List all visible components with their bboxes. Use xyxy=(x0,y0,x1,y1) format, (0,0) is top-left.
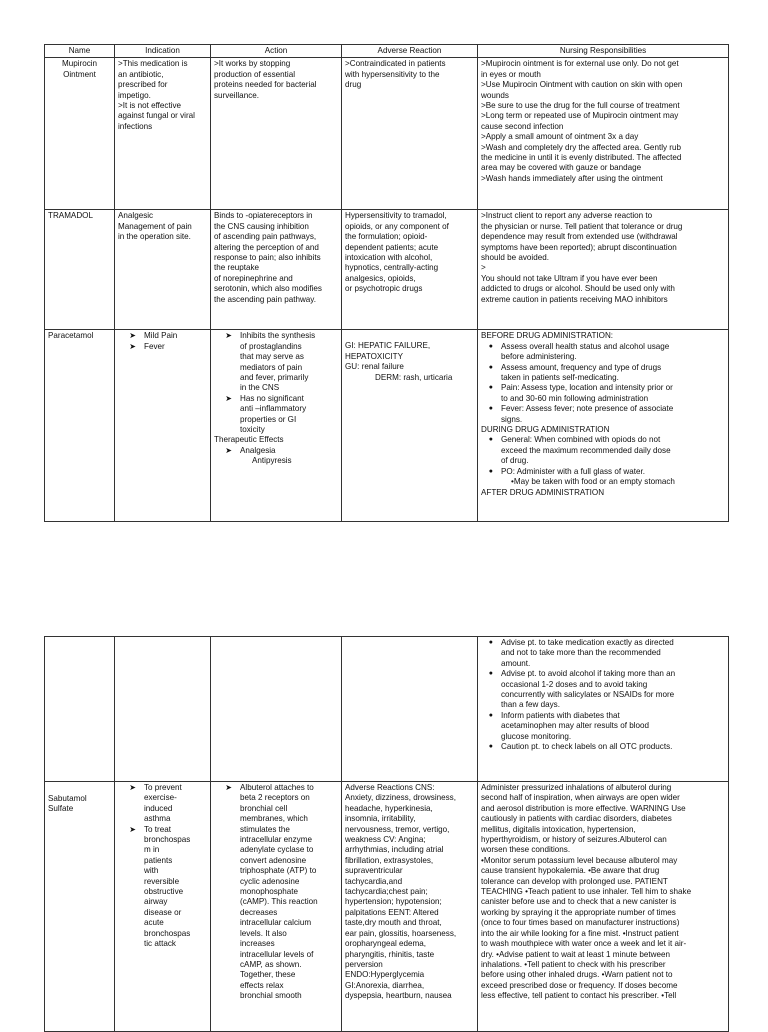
text-line: >It works by stopping xyxy=(214,59,291,69)
text-line: Hypersensitivity to tramadol, xyxy=(345,211,447,221)
text-line: •Monitor serum potassium level because albuterol may xyxy=(481,855,678,865)
text-line: obstructive xyxy=(144,887,184,897)
row-salbutamol xyxy=(45,782,729,1032)
text-line: occasional 1-2 doses and to avoid taking xyxy=(501,679,648,689)
dot-bullet-icon: ● xyxy=(488,639,493,646)
tramadol-nursing xyxy=(478,210,729,330)
text-line: mellitus, digitalis intoxication, hypertension, xyxy=(481,824,636,834)
text-line: nervousness, tremor, vertigo, xyxy=(345,824,450,834)
text-line: Caution pt. to check labels on all OTC products. xyxy=(501,742,673,752)
text-line: Pain: Assess type, location and intensity prior or xyxy=(501,383,673,393)
text-line: PO: Administer with a full glass of water. xyxy=(501,466,645,476)
text-line: to and 30-60 min following administration xyxy=(501,393,649,403)
text-line: •May be taken with food or an empty stomach xyxy=(511,477,675,487)
list-item xyxy=(118,825,207,950)
mupirocin-indication xyxy=(115,58,211,210)
header-adverse-reaction: Adverse Reaction xyxy=(342,45,478,58)
text-line: of drug. xyxy=(501,456,529,466)
salbutamol-name xyxy=(45,782,115,1032)
text-line: tachycardia,and xyxy=(345,876,403,886)
paracetamol-indication xyxy=(115,330,211,522)
text-line: less effective, tell patient to contact his prescriber. •Tell xyxy=(481,991,677,1001)
text-line: Advise pt. to take medication exactly as directed xyxy=(501,638,674,647)
text-line: intracellular enzyme xyxy=(240,835,312,845)
text-line: beta 2 receptors on xyxy=(240,793,310,803)
text-line: stimulates the xyxy=(240,824,290,834)
list-item xyxy=(481,383,725,404)
arrow-bullet-icon: ➤ xyxy=(225,783,232,792)
text-line: canister before use and to check that a new canister is xyxy=(481,897,677,907)
bullet-text xyxy=(501,711,725,742)
paracetamol-nursing-continued xyxy=(478,637,729,782)
text-line: acute xyxy=(144,918,164,928)
text-line: symptoms have been reported); abrupt discontinuation xyxy=(481,242,677,252)
text-line: signs. xyxy=(501,414,523,424)
text-line: TEACHING •Teach patient to use inhaler. Tell him to shake xyxy=(481,887,692,897)
section-heading: DURING DRUG ADMINISTRATION xyxy=(481,425,610,435)
text-line: Binds to -opiatereceptors in xyxy=(214,211,313,221)
text-line: taste,dry mouth and throat, xyxy=(345,918,442,928)
text-line: in the CNS xyxy=(240,383,280,393)
text-line: with xyxy=(144,866,159,876)
text-line: >Wash and completely dry the affected area. Gently rub xyxy=(481,142,681,152)
dot-bullet-icon: ● xyxy=(488,670,493,678)
text-line: opioids, or any component of xyxy=(345,221,449,231)
text-line: hyperthyroidism, or history of seizures.Albuterol can xyxy=(481,835,667,845)
salbutamol-name-line: Sabutamol xyxy=(48,794,87,803)
text-line: Analgesic xyxy=(118,211,154,221)
text-line: ENDO:Hyperglycemia xyxy=(345,970,425,980)
text-line: concurrently with salicylates or NSAIDs for more xyxy=(501,690,675,700)
list-item xyxy=(481,435,725,466)
text-line: in the operation site. xyxy=(118,232,191,242)
text-line: GU: renal failure xyxy=(345,362,404,372)
text-line: Administer pressurized inhalations of albuterol during xyxy=(481,783,672,792)
text-line: Has no significant xyxy=(240,393,304,403)
bullet-text xyxy=(501,363,725,384)
empty-cell xyxy=(342,637,478,782)
text-line: airway xyxy=(144,897,168,907)
mupirocin-adverse xyxy=(342,58,478,210)
text-line: >Mupirocin ointment is for external use only. Do not get xyxy=(481,59,679,69)
list-item xyxy=(481,711,725,742)
bullet-text xyxy=(240,394,338,436)
text-line: DERM: rash, urticaria xyxy=(375,372,453,382)
list-item xyxy=(118,331,207,341)
text-line: perversion xyxy=(345,959,383,969)
mupirocin-name-line: Ointment xyxy=(63,69,96,79)
header-name: Name xyxy=(45,45,115,58)
arrow-bullet-icon: ➤ xyxy=(129,341,136,351)
text-line: second half of inspiration, when airways are open wider xyxy=(481,793,680,803)
tramadol-indication xyxy=(115,210,211,330)
text-line: wounds xyxy=(481,90,509,100)
text-line: the ascending pain pathway. xyxy=(214,294,316,304)
text-line: in eyes or mouth xyxy=(481,69,541,79)
text-line: Albuterol attaches to xyxy=(240,783,314,792)
text-line: >This medication is xyxy=(118,59,188,69)
text-line: >Wash hands immediately after using the ointment xyxy=(481,173,663,183)
text-line: (once to four times based on manufacturer instructions) xyxy=(481,918,680,928)
list-item xyxy=(214,783,338,1002)
bullet-text xyxy=(501,404,725,425)
text-line: To treat xyxy=(144,824,171,834)
text-line: cyclic adenosine xyxy=(240,876,300,886)
text-line: Advise pt. to avoid alcohol if taking more than an xyxy=(501,669,676,679)
bullet-text xyxy=(501,383,725,404)
tramadol-adverse xyxy=(342,210,478,330)
text-line: Fever: Assess fever; note presence of associate xyxy=(501,404,674,414)
text-line: arrhythmias, including atrial xyxy=(345,845,444,855)
header-nursing-responsibilities: Nursing Responsibilities xyxy=(478,45,729,58)
text-line: To prevent xyxy=(144,783,182,792)
text-line: the physician or nurse. Tell patient that tolerance or drug xyxy=(481,221,683,231)
list-item xyxy=(481,669,725,711)
text-line: >Be sure to use the drug for the full course of treatment xyxy=(481,101,680,111)
salbutamol-name-line: Sulfate xyxy=(48,804,74,814)
text-line: oropharyngeal edema, xyxy=(345,939,426,949)
text-line: Adverse Reactions CNS: xyxy=(345,783,435,792)
text-line: toxicity xyxy=(240,425,265,435)
text-line: before using other inhaled drugs. •Warn patient not to xyxy=(481,970,673,980)
salbutamol-indication xyxy=(115,782,211,1032)
text-line: cautiously in patients with cardiac disorders, diabetes xyxy=(481,814,672,824)
text-line: increases xyxy=(240,939,275,949)
header-action: Action xyxy=(211,45,342,58)
text-line: reversible xyxy=(144,876,180,886)
text-line: Inhibits the synthesis xyxy=(240,331,316,341)
drug-table-page-1 xyxy=(44,44,729,522)
text-line: or psychotropic drugs xyxy=(345,284,423,294)
text-line: Inform patients with diabetes that xyxy=(501,710,620,720)
text-line: inhalations. •Tell patient to check with his prescriber xyxy=(481,959,666,969)
empty-cell xyxy=(45,637,115,782)
dot-bullet-icon: ● xyxy=(488,384,493,392)
text-line: >Apply a small amount of ointment 3x a day xyxy=(481,132,639,142)
text-line: monophosphate xyxy=(240,887,299,897)
text-line: GI:Anorexia, diarrhea, xyxy=(345,980,425,990)
text-line: serotonin, which also modifies xyxy=(214,284,322,294)
text-line: into the air while looking for a fine mist. •Instruct patient xyxy=(481,928,679,938)
bullet-text xyxy=(144,783,207,825)
text-line: bronchial smooth xyxy=(240,991,302,1001)
dot-bullet-icon: ● xyxy=(488,711,493,719)
row-paracetamol-continued xyxy=(45,637,729,782)
text-line: >It is not effective xyxy=(118,101,182,111)
text-line: Assess overall health status and alcohol usage xyxy=(501,341,670,351)
tramadol-name: TRAMADOL xyxy=(45,210,115,330)
text-line: You should not take Ultram if you have ever been xyxy=(481,273,658,283)
text-line: area may be covered with gauze or bandage xyxy=(481,163,642,173)
text-line: >Contraindicated in patients xyxy=(345,59,446,69)
text-line: Together, these xyxy=(240,970,296,980)
text-line: Mild Pain xyxy=(144,331,178,341)
text-line: GI: HEPATIC FAILURE, xyxy=(345,341,431,351)
text-line: cause transient hypokalemia. •Be aware that drug xyxy=(481,866,660,876)
salbutamol-adverse xyxy=(342,782,478,1032)
text-line: fibrillation, extrasystoles, xyxy=(345,855,434,865)
text-line: the reuptake xyxy=(214,263,259,273)
text-line: bronchospas xyxy=(144,928,191,938)
text-line: Fever xyxy=(144,341,165,351)
text-line: drug xyxy=(345,80,362,90)
text-line: dry. •Advise patient to wait at least 1 minute between xyxy=(481,949,670,959)
text-line: taken in patients self-medicating. xyxy=(501,373,619,383)
text-line: glucose monitoring. xyxy=(501,731,572,741)
list-item xyxy=(481,404,725,425)
text-line: Management of pain xyxy=(118,221,192,231)
salbutamol-action xyxy=(211,782,342,1032)
text-line: ear pain, glossitis, hoarseness, xyxy=(345,928,457,938)
text-line: adenylate cyclase to xyxy=(240,845,314,855)
row-mupirocin xyxy=(45,58,729,210)
text-line: (cAMP). This reaction xyxy=(240,897,318,907)
text-line: intoxication with alcohol, xyxy=(345,253,433,263)
text-line: before administering. xyxy=(501,352,577,362)
text-line: supraventricular xyxy=(345,866,403,876)
text-line: >Long term or repeated use of Mupirocin ointment may xyxy=(481,111,679,121)
dot-bullet-icon: ● xyxy=(488,436,493,444)
text-line: patients xyxy=(144,855,173,865)
text-line: impetigo. xyxy=(118,90,151,100)
list-item xyxy=(214,446,338,456)
text-line: infections xyxy=(118,121,153,131)
text-line: Assess amount, frequency and type of drugs xyxy=(501,362,662,372)
text-line: exceed prescribed dose or frequency. If doses become xyxy=(481,980,678,990)
text-line: tic attack xyxy=(144,939,176,949)
text-line: bronchospas xyxy=(144,835,191,845)
list-item xyxy=(214,331,338,393)
mupirocin-name-line: Mupirocin xyxy=(61,59,98,69)
text-line: Anxiety, dizziness, drowsiness, xyxy=(345,793,456,803)
drug-table-page-2 xyxy=(44,636,729,1032)
text-line: convert adenosine xyxy=(240,855,307,865)
arrow-bullet-icon: ➤ xyxy=(129,331,136,341)
text-line: Analgesia xyxy=(240,445,276,455)
bullet-text xyxy=(501,467,725,477)
text-line: that may serve as xyxy=(240,352,304,362)
dot-bullet-icon: ● xyxy=(488,342,493,350)
text-line: intracellular calcium xyxy=(240,918,312,928)
list-item xyxy=(481,638,725,669)
row-paracetamol xyxy=(45,330,729,522)
text-line: surveillance. xyxy=(214,90,259,100)
therapeutic-effects-label: Therapeutic Effects xyxy=(214,435,284,445)
text-line: decreases xyxy=(240,907,278,917)
salbutamol-nursing xyxy=(478,782,729,1032)
text-line: an antibiotic, xyxy=(118,69,164,79)
text-line: mediators of pain xyxy=(240,362,303,372)
mupirocin-nursing xyxy=(478,58,729,210)
text-line: m in xyxy=(144,845,160,855)
dot-bullet-icon: ● xyxy=(488,363,493,371)
text-line: production of essential xyxy=(214,69,295,79)
text-line: working by spraying it the appropriate number of times xyxy=(481,907,676,917)
bullet-text xyxy=(501,342,725,363)
text-line: of ascending pain pathways, xyxy=(214,232,317,242)
list-item xyxy=(481,467,725,477)
text-line: induced xyxy=(144,803,173,813)
text-line: intracellular levels of xyxy=(240,949,314,959)
bullet-text xyxy=(501,435,725,466)
text-line: and not to take more than the recommended xyxy=(501,648,661,658)
empty-cell xyxy=(115,637,211,782)
header-row xyxy=(45,45,729,58)
text-line: worsen these conditions. xyxy=(481,845,571,855)
text-line: the formulation; opioid- xyxy=(345,232,428,242)
arrow-bullet-icon: ➤ xyxy=(129,783,136,792)
bullet-text xyxy=(144,825,207,950)
dot-bullet-icon: ● xyxy=(488,405,493,413)
text-line: >Use Mupirocin Ointment with caution on skin with open xyxy=(481,80,683,90)
text-line: extreme caution in patients receiving MAO inhibitors xyxy=(481,294,668,304)
text-line: cause second infection xyxy=(481,121,564,131)
text-line: insomnia, irritability, xyxy=(345,814,416,824)
text-line: altering the perception of and xyxy=(214,242,319,252)
text-line: of norepinephrine and xyxy=(214,273,293,283)
text-line: cAMP, as shown. xyxy=(240,959,302,969)
dot-bullet-icon: ● xyxy=(488,467,493,475)
paracetamol-name: Paracetamol xyxy=(45,330,115,522)
text-line: tolerance can develop with prolonged use. PATIENT xyxy=(481,876,668,886)
arrow-bullet-icon: ➤ xyxy=(225,445,232,455)
mupirocin-name xyxy=(45,58,115,210)
arrow-bullet-icon: ➤ xyxy=(225,331,232,341)
bullet-text xyxy=(240,783,338,1002)
text-line: amount. xyxy=(501,658,531,668)
section-heading: AFTER DRUG ADMINISTRATION xyxy=(481,487,605,497)
text-line: with hypersensitivity to the xyxy=(345,69,440,79)
text-line: membranes, which xyxy=(240,814,308,824)
empty-cell xyxy=(211,637,342,782)
list-item xyxy=(481,363,725,384)
text-line: dependent patients; acute xyxy=(345,242,439,252)
text-line: General: When combined with opiods do not xyxy=(501,435,661,445)
text-line: of prostaglandins xyxy=(240,341,302,351)
paracetamol-adverse xyxy=(342,330,478,522)
mupirocin-action xyxy=(211,58,342,210)
row-tramadol xyxy=(45,210,729,330)
text-line: prescribed for xyxy=(118,80,168,90)
text-line: dependence may result from extended use (withdrawal xyxy=(481,232,678,242)
text-line: tachycardia;chest pain; xyxy=(345,887,428,897)
text-line: effects relax xyxy=(240,980,284,990)
text-line: > xyxy=(481,263,486,273)
text-line: hypertension; hypotension; xyxy=(345,897,442,907)
text-line: palpitations EENT: Altered xyxy=(345,907,439,917)
text-line: and aerosol distribution is more effective. WARNING Use xyxy=(481,803,686,813)
list-item xyxy=(481,742,725,752)
list-item xyxy=(481,342,725,363)
list-item xyxy=(118,783,207,825)
text-line: dyspepsia, heartburn, nausea xyxy=(345,991,452,1001)
text-line: the CNS causing inhibition xyxy=(214,221,309,231)
text-line: exercise- xyxy=(144,793,177,803)
list-item xyxy=(118,342,207,352)
section-heading: BEFORE DRUG ADMINISTRATION: xyxy=(481,331,614,341)
text-line: >Instruct client to report any adverse reaction to xyxy=(481,211,653,221)
text-line: proteins needed for bacterial xyxy=(214,80,317,90)
text-line: properties or GI xyxy=(240,414,297,424)
text-line: weakness CV: Angina; xyxy=(345,835,426,845)
paracetamol-nursing xyxy=(478,330,729,522)
text-line: levels. It also xyxy=(240,928,287,938)
text-line: disease or xyxy=(144,907,182,917)
text-line: should be avoided. xyxy=(481,253,549,263)
text-line: pharyngitis, rhinitis, taste xyxy=(345,949,435,959)
text-line: acetaminophen may alter results of blood xyxy=(501,721,650,731)
text-line: against fungal or viral xyxy=(118,111,195,121)
text-line: analgesics, opioids, xyxy=(345,273,416,283)
text-line: headache, hyperkinesia, xyxy=(345,803,433,813)
text-line: bronchial cell xyxy=(240,803,288,813)
text-line: asthma xyxy=(144,814,171,824)
text-line: and fever, primarily xyxy=(240,373,309,383)
text-line: to wash mouthpiece with water once a week and let it air- xyxy=(481,939,687,949)
arrow-bullet-icon: ➤ xyxy=(225,393,232,403)
text-line: HEPATOXICITY xyxy=(345,351,404,361)
text-line: hypnotics, centrally-acting xyxy=(345,263,439,273)
text-line: exceed the maximum recommended daily dose xyxy=(501,445,671,455)
bullet-text xyxy=(501,742,725,752)
text-line: Antipyresis xyxy=(252,456,292,466)
arrow-bullet-icon: ➤ xyxy=(129,824,136,834)
bullet-text xyxy=(240,331,338,393)
text-line: addicted to drugs or alcohol. Should be used only with xyxy=(481,284,675,294)
text-line: than a few days. xyxy=(501,700,560,710)
text-line: anti –inflammatory xyxy=(240,404,307,414)
bullet-text xyxy=(501,669,725,711)
text-line: the medicine in until it is evenly distributed. The affected xyxy=(481,153,682,163)
tramadol-action xyxy=(211,210,342,330)
header-indication: Indication xyxy=(115,45,211,58)
bullet-text xyxy=(501,638,725,669)
text-line: triphosphate (ATP) to xyxy=(240,866,317,876)
text-line: response to pain; also inhibits xyxy=(214,253,321,263)
paracetamol-action xyxy=(211,330,342,522)
list-item xyxy=(214,394,338,436)
dot-bullet-icon: ● xyxy=(488,743,493,751)
